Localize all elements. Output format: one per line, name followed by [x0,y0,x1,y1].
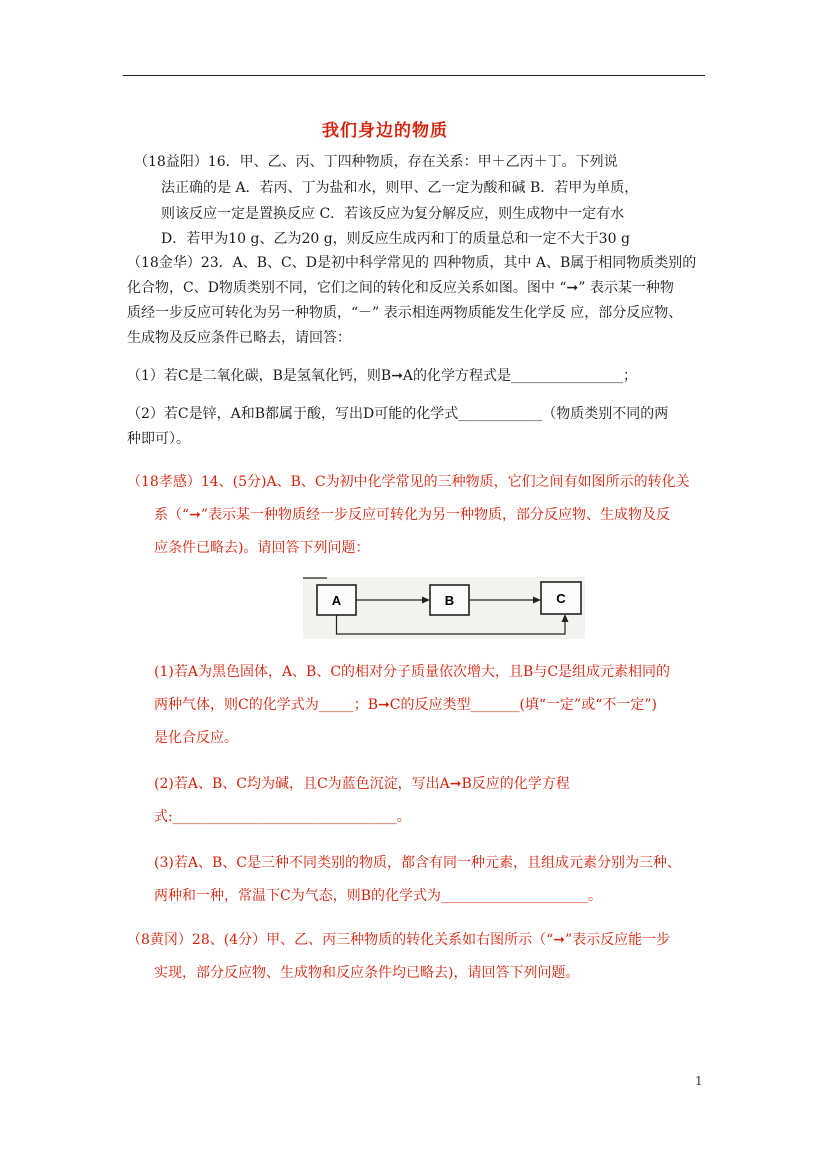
q3-part1-line-2: 两种气体，则C的化学式为_____；B➞C的反应类型_______(填“一定”或“不一定”) [154,697,657,713]
q4-line-1: （8黄冈）28、(4分）甲、乙、丙三种物质的转化关系如右图所示（“➞”表示反应能一步 [127,932,671,948]
q4-line-2: 实现，部分反应物、生成物和反应条件均已略去)，请回答下列问题。 [154,965,580,981]
q1-line-1: （18益阳）16．甲、乙、丙、丁四种物质，存在关系：甲＋乙丙＋丁。下列说 [134,154,618,170]
q2-sub-2a: （2）若C是锌，A和B都属于酸，写出D可能的化学式____________（物质类别不同的两 [127,406,669,422]
page-number: 1 [695,1074,703,1088]
q3-part3-line-2: 两种和一种，常温下C为气态，则B的化学式为_____________________。 [154,888,602,904]
box-a-label: A [331,593,342,608]
conversion-diagram [303,577,585,639]
q3-part3-line-1: (3)若A、B、C是三种不同类别的物质，都含有同一种元素，且组成元素分别为三种、 [154,855,681,871]
page-title: 我们身边的物质 [322,121,448,141]
q3-line-2: 系（“➞”表示某一种物质经一步反应可转化为另一种物质，部分反应物、生成物及反 [154,507,671,523]
q3-line-3: 应条件已略去)。请回答下列问题： [154,540,370,556]
q2-line-1: （18金华）23．A、B、C、D是初中科学常见的 四种物质，其中 A、B属于相同物质类别的 [127,255,697,271]
q3-part1-line-3: 是化合反应。 [154,730,238,746]
q1-line-2: 法正确的是 A．若丙、丁为盐和水，则甲、乙一定为酸和碱 B．若甲为单质， [161,180,639,196]
q2-line-3: 质经一步反应可转化为另一种物质，“－” 表示相连两物质能发生化学反 应，部分反应物、 [127,305,683,321]
q3-part2-line-2: 式:________________________________。 [154,809,411,825]
q1-line-3: 则该反应一定是置换反应 C．若该反应为复分解反应，则生成物中一定有水 [161,206,625,222]
box-c-label: C [556,591,566,606]
q2-sub-2b: 种即可）。 [127,431,190,447]
header-rule [123,75,705,76]
q2-line-2: 化合物，C、D物质类别不同，它们之间的转化和反应关系如图。图中 “➞” 表示某一种物 [127,280,674,296]
q1-line-4: D．若甲为10 g、乙为20 g，则反应生成丙和丁的质量总和一定不大于30 g [161,231,630,247]
q2-line-4: 生成物及反应条件已略去，请回答： [127,330,351,346]
q3-part2-line-1: (2)若A、B、C均为碱，且C为蓝色沉淀，写出A➞B反应的化学方程 [154,776,570,792]
q3-part1-line-1: (1)若A为黑色固体，A、B、C的相对分子质量依次增大，且B与C是组成元素相同的 [154,664,671,680]
q3-line-1: （18孝感）14、(5分)A、B、C为初中化学常见的三种物质，它们之间有如图所示的转化关 [127,474,690,490]
box-b-label: B [444,593,455,608]
q2-sub-1: （1）若C是二氧化碳，B是氢氧化钙，则B➞A的化学方程式是________________； [127,368,638,384]
